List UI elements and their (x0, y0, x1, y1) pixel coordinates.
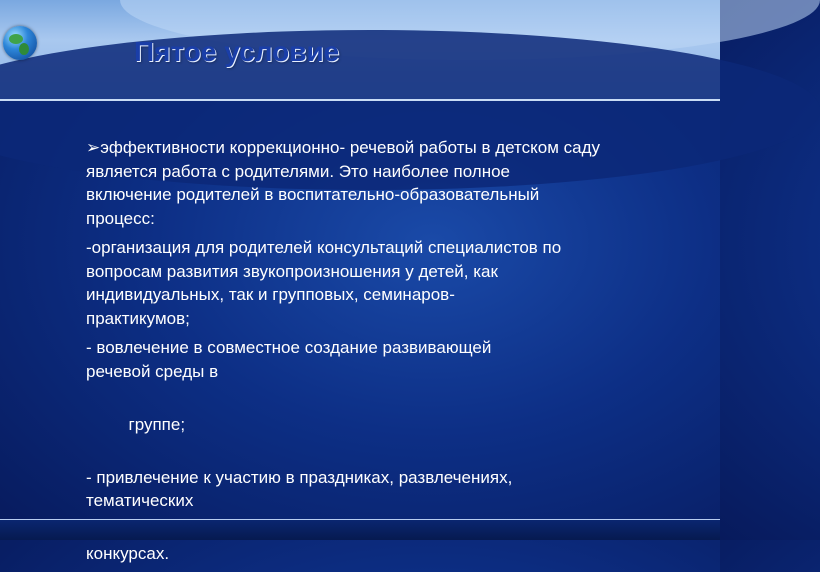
paragraph-line: индивидуальных, так и групповых, семинаров- (86, 285, 455, 304)
globe-land (9, 34, 23, 44)
paragraph-4 (86, 389, 701, 460)
header-divider (0, 99, 720, 101)
globe-land (19, 43, 29, 55)
paragraph-3 (86, 336, 701, 383)
globe-icon (3, 26, 37, 60)
header-band (0, 0, 720, 100)
paragraph-line: включение родителей в воспитательно-образовательный (86, 185, 540, 204)
paragraph-2 (86, 236, 701, 330)
slide-body (86, 136, 701, 572)
paragraph-line: практикумов; (86, 308, 190, 328)
paragraph-5 (86, 466, 701, 513)
paragraph-line: речевой среды в (86, 361, 219, 381)
paragraph-line: процесс: (86, 208, 155, 228)
footer-band (0, 520, 720, 540)
slide-title: Пятое условие (134, 36, 340, 67)
paragraph-line: - привлечение к участию в праздниках, развлечениях, (86, 467, 513, 487)
paragraph-1 (86, 136, 701, 230)
paragraph-line: -организация для родителей консультаций специалистов по (86, 238, 562, 257)
paragraph-line: является работа с родителями. Это наиболее полное (86, 161, 511, 181)
paragraph-line: конкурсах. (86, 544, 170, 563)
paragraph-line: тематических (86, 491, 194, 510)
paragraph-line: группе; (114, 414, 186, 434)
bullet-arrow-icon: ➢ (86, 138, 101, 157)
paragraph-line: вопросам развития звукопроизношения у детей, как (86, 261, 498, 281)
paragraph-line: - вовлечение в совместное создание развивающей (86, 338, 492, 357)
paragraph-line: эффективности коррекционно- речевой работы в детском саду (100, 138, 600, 157)
